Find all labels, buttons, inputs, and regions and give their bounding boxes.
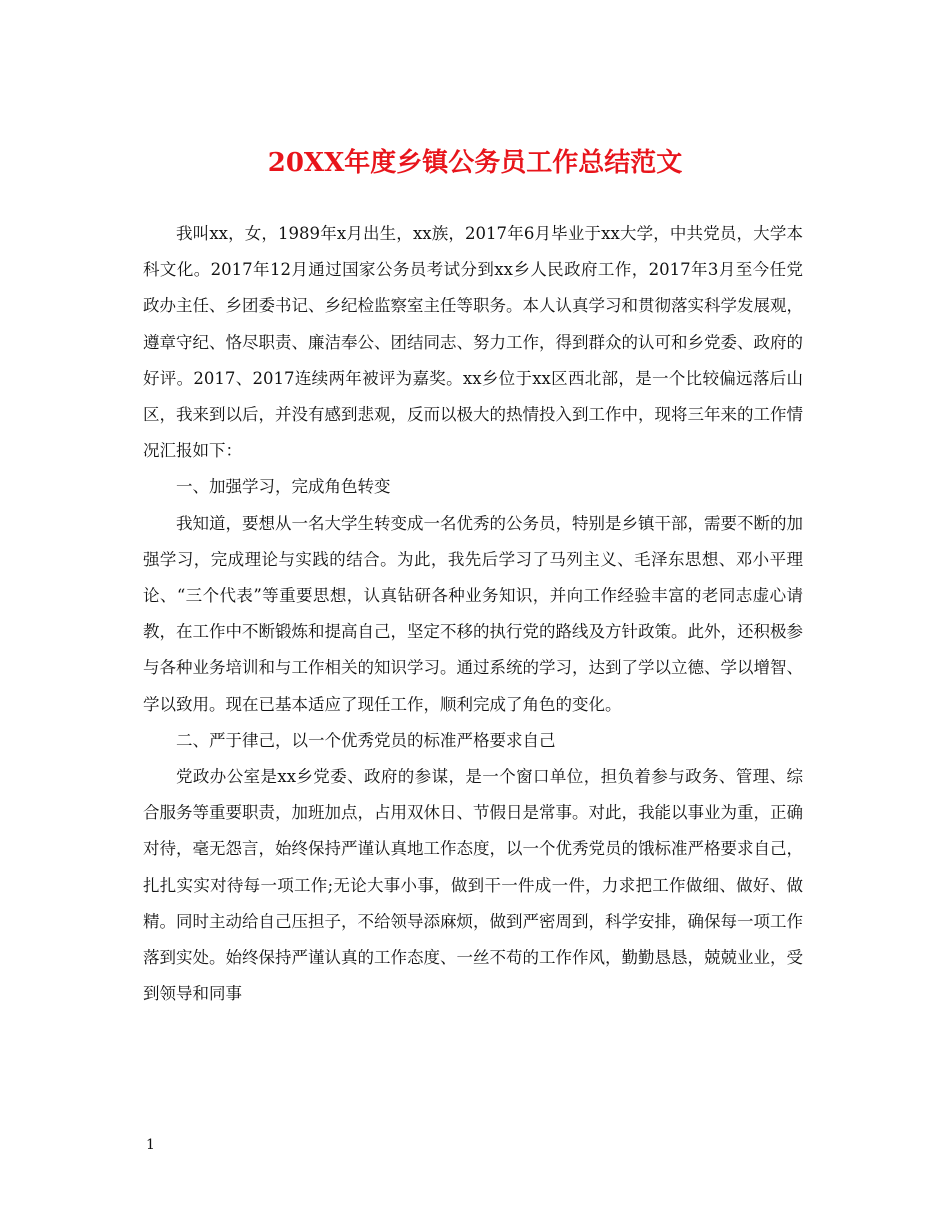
document-body [143, 216, 803, 1012]
section-heading-1: 一、加强学习，完成角色转变 [176, 477, 391, 497]
paragraph-study: 我知道，要想从一名大学生转变成一名优秀的公务员，特别是乡镇干部，需要不断的加强学习，完成理论与实践的结合。为此，我先后学习了马列主义、毛泽东思想、邓小平理论、“三个代表”等重要思想，认真钻研各种业务知识，并向工作经验丰富的老同志虚心请教，在工作中不断锻炼和提高自己，坚定不移的执行党的路线及方针政策。此外，还积极参与各种业务培训和与工作相关的知识学习。通过系统的学习，达到了学以立德、学以增智、学以致用。现在已基本适应了现任工作，顺利完成了角色的变化。 [143, 513, 803, 714]
section-heading-2: 二、严于律己，以一个优秀党员的标准严格要求自己 [176, 730, 556, 750]
paragraph-discipline: 党政办公室是xx乡党委、政府的参谋，是一个窗口单位，担负着参与政务、管理、综合服务等重要职责，加班加点，占用双休日、节假日是常事。对此，我能以事业为重，正确对待，毫无怨言，始终保持严谨认真地工作态度，以一个优秀党员的饿标准严格要求自己，扎扎实实对待每一项工作;无论大事小事，做到干一件成一件，力求把工作做细、做好、做精。同时主动给自己压担子，不给领导添麻烦，做到严密周到，科学安排，确保每一项工作落到实处。始终保持严谨认真的工作态度、一丝不苟的工作作风，勤勤恳恳，兢兢业业，受到领导和同事 [143, 767, 803, 1004]
page-number: 1 [146, 1137, 155, 1153]
document-title: 20XX年度乡镇公务员工作总结范文 [267, 148, 683, 178]
paragraph-intro: 我叫xx，女，1989年x月出生，xx族，2017年6月毕业于xx大学，中共党员，大学本科文化。2017年12月通过国家公务员考试分到xx乡人民政府工作，2017年3月至今任党政办主任、乡团委书记、乡纪检监察室主任等职务。本人认真学习和贯彻落实科学发展观，遵章守纪、恪尽职责、廉洁奉公、团结同志、努力工作，得到群众的认可和乡党委、政府的好评。2017、2017连续两年被评为嘉奖。xx乡位于xx区西北部，是一个比较偏远落后山区，我来到以后，并没有感到悲观，反而以极大的热情投入到工作中，现将三年来的工作情况汇报如下： [143, 224, 803, 461]
